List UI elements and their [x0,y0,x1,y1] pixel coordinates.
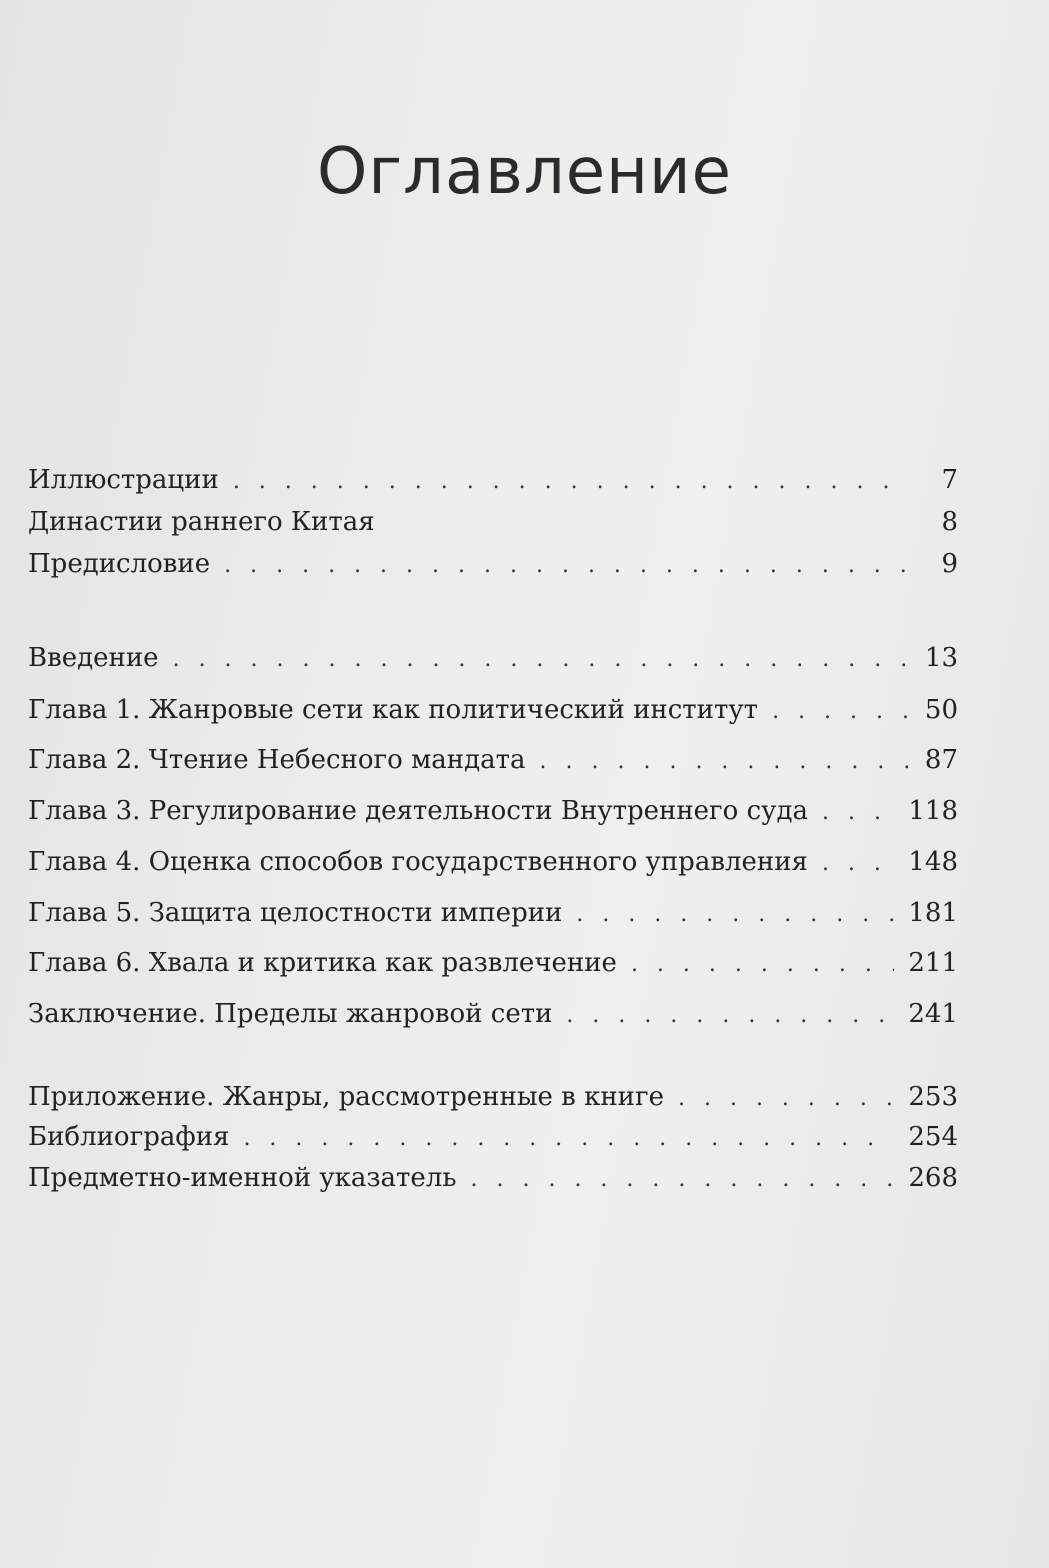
toc-entry-chapter-3[interactable] [28,791,958,831]
toc-entry-appendix[interactable] [28,1077,958,1117]
toc-page-number: 7 [941,465,958,495]
toc-leader-dots [233,462,908,502]
toc-entry-illustrations[interactable] [28,460,958,500]
toc-page-number: 181 [908,898,958,928]
toc-leader-dots [224,546,908,586]
toc-page-number: 241 [908,999,958,1029]
page-title: Оглавление [317,135,732,209]
toc-page-number: 253 [908,1082,958,1112]
toc-leader-dots [678,1079,894,1119]
toc-entry-label: Глава 3. Регулирование деятельности Внутреннего суда [28,796,808,826]
toc-entry-label: Глава 1. Жанровые сети как политический институт [28,695,759,725]
toc-leader-dots [243,1119,894,1159]
toc-page-number: 9 [941,549,958,579]
toc-entry-chapter-4[interactable] [28,842,958,882]
toc-page-number: 254 [908,1122,958,1152]
toc-leader-dots [173,640,908,680]
toc-entry-bibliography[interactable] [28,1117,958,1157]
toc-page-number: 268 [908,1163,958,1193]
toc-entry-chapter-6[interactable] [28,943,958,983]
toc-entry-label: Введение [28,643,159,673]
toc-entry-label: Библиография [28,1122,230,1152]
toc-page-number: 8 [941,507,958,537]
toc-entry-index[interactable] [28,1158,958,1198]
toc-page-number: 50 [924,695,958,725]
toc-entry-label: Предметно-именной указатель [28,1163,457,1193]
toc-page-number: 118 [908,796,958,826]
toc-page-number: 211 [908,948,958,978]
toc-entry-label: Приложение. Жанры, рассмотренные в книге [28,1082,664,1112]
toc-entry-label: Иллюстрации [28,465,219,495]
toc-entry-introduction[interactable] [28,638,958,678]
toc-entry-label: Глава 5. Защита целостности империи [28,898,563,928]
toc-leader-dots [631,945,894,985]
toc-entry-label: Династии раннего Китая [28,507,375,537]
toc-entry-label: Предисловие [28,549,211,579]
toc-leader-dots [471,1160,895,1200]
toc-leader-dots [566,996,894,1036]
toc-entry-chapter-1[interactable] [28,690,958,730]
toc-leader-dots [540,742,908,782]
toc-page-number: 13 [924,643,958,673]
toc-entry-preface[interactable] [28,544,958,584]
toc-entry-chapter-2[interactable] [28,740,958,780]
toc-page-number: 87 [924,745,958,775]
toc-leader-dots [772,692,908,732]
toc-leader-dots [822,844,894,884]
toc-leader-dots [822,793,894,833]
toc-entry-label: Глава 4. Оценка способов государственного управления [28,847,808,877]
toc-entry-label: Глава 6. Хвала и критика как развлечение [28,948,617,978]
toc-entry-chapter-5[interactable] [28,893,958,933]
toc-entry-dynasties[interactable] [28,502,958,542]
toc-leader-dots [576,895,894,935]
toc-entry-label: Глава 2. Чтение Небесного мандата [28,745,526,775]
toc-page-number: 148 [908,847,958,877]
toc-entry-label: Заключение. Пределы жанровой сети [28,999,553,1029]
toc-entry-conclusion[interactable] [28,994,958,1034]
